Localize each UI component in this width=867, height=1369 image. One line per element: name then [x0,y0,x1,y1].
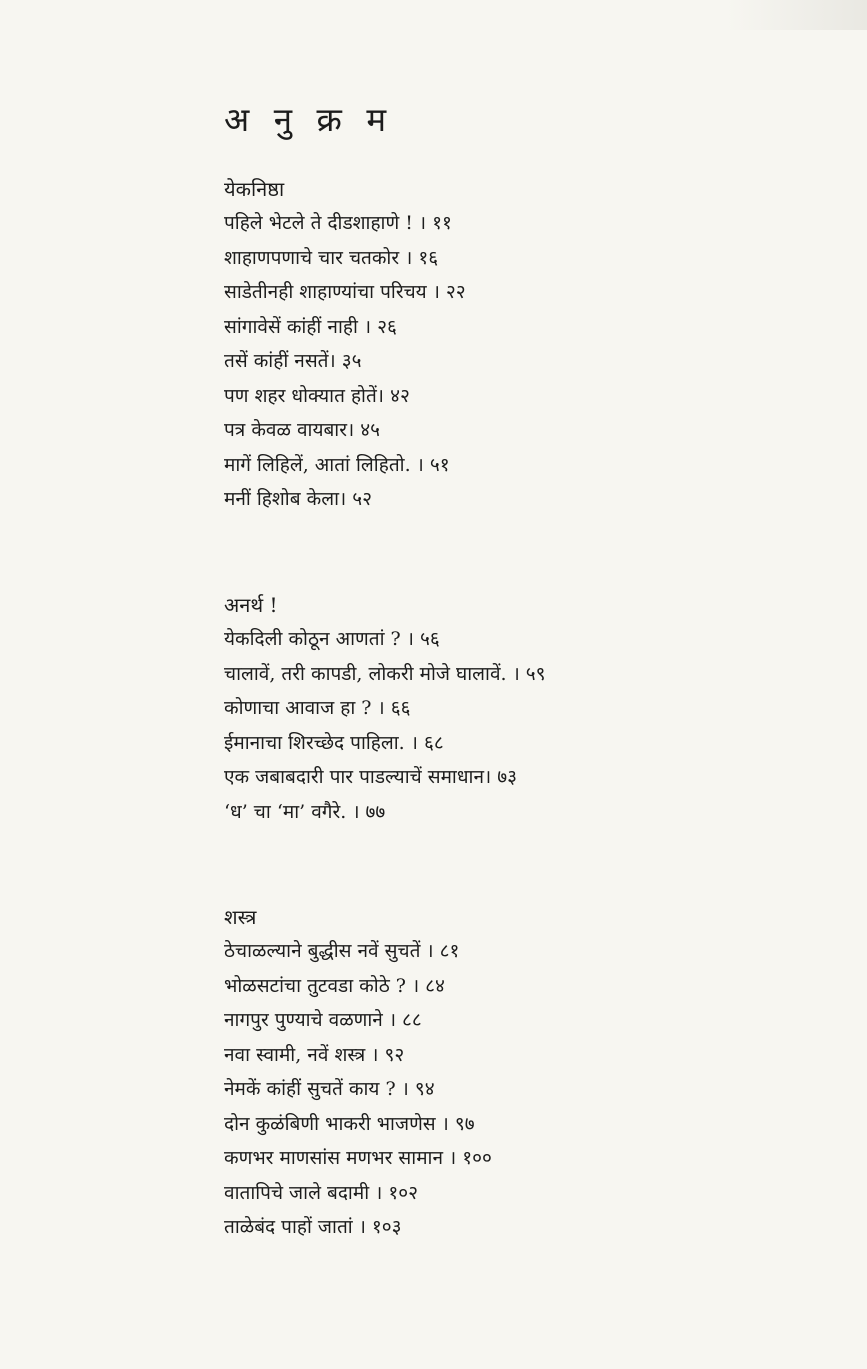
toc-entry [224,275,844,310]
entry-page: ४५ [360,419,381,441]
toc-entry [224,969,844,1004]
toc-entry [224,448,844,483]
toc-entry [224,795,844,830]
toc-entry [224,1176,844,1211]
entry-title: तसें कांहीं नसतें। [224,350,336,372]
toc-entry [224,1003,844,1038]
entry-separator: । [416,453,424,476]
toc-entry [224,657,844,692]
entry-page: ५६ [419,628,440,650]
entry-page: १०० [462,1147,492,1169]
entry-page: ९४ [414,1078,435,1100]
toc-section-1 [224,174,844,517]
toc-entry [224,1141,844,1176]
entry-page: ७७ [365,800,386,823]
toc-entry [224,726,844,761]
entry-page: ६८ [423,731,444,754]
toc-entry [224,241,844,276]
page-edge-shadow [727,0,867,30]
entry-title: चालावें, तरी कापडी, लोकरी मोजे घालावें. [224,662,507,685]
entry-separator: । [371,1043,379,1066]
entry-page: २६ [377,315,397,338]
entry-separator: । [352,800,360,823]
toc-entry [224,206,844,241]
entry-separator: । [358,1216,366,1238]
toc-section-2 [224,590,844,829]
toc-entry [224,379,844,414]
entry-separator: । [418,212,427,234]
entry-page: ११ [432,212,452,234]
entry-page: ६६ [390,697,411,719]
entry-title: साडेतीनही शाहाण्यांचा परिचय [224,281,427,303]
entry-page: ८८ [402,1009,422,1031]
entry-page: ५२ [352,488,373,510]
entry-separator: । [375,1181,383,1204]
entry-title: नागपुर पुण्याचे वळणाने [224,1009,383,1031]
entry-page: ९७ [454,1112,475,1135]
toc-section-3 [224,902,844,1245]
entry-page: ८४ [425,974,445,997]
entry-title: ताळेबंद पाहों जातां [224,1216,353,1238]
entry-title: एक जबाबदारी पार पाडल्याचें समाधान। [224,766,492,788]
section-heading: अनर्थ ! [224,593,278,617]
toc-title: अ नु क्र म [224,100,394,139]
entry-separator: । [401,1078,409,1100]
toc-entry [224,934,844,969]
toc-entry [224,413,844,448]
entry-separator: । [441,1112,449,1135]
toc-entry [224,344,844,379]
entry-page: ५९ [525,662,546,685]
entry-title: कोणाचा आवाज हा ? [224,697,372,719]
entry-title: शाहाणपणाचे चार चतकोर [224,246,400,269]
toc-entry [224,1210,844,1245]
entry-page: ९२ [384,1043,405,1066]
entry-title: नेमकें कांहीं सुचतें काय ? [224,1078,396,1100]
entry-title: मागें लिहिलें, आतां लिहितो. [224,453,411,476]
toc-entry [224,760,844,795]
toc-entry [224,1072,844,1107]
entry-separator: । [512,662,520,685]
toc-entry [224,1107,844,1142]
entry-page: २२ [445,281,466,303]
entry-title: पत्र केवळ वायबार। [224,419,355,441]
entry-title: ईमानाचा शिरच्छेद पाहिला. [224,731,405,754]
entry-page: ५१ [429,453,450,476]
entry-separator: । [426,940,434,962]
entry-page: १०३ [371,1216,402,1238]
entry-separator: । [410,731,418,754]
toc-entry [224,482,844,517]
entry-separator: । [405,246,413,269]
entry-title: ठेचाळल्याने बुद्धीस नवें सुचतें [224,940,421,962]
toc-entry [224,1038,844,1073]
entry-page: १६ [418,246,439,269]
entry-title: भोळसटांचा तुटवडा कोठे ? [224,974,406,997]
section-heading: शस्त्र [224,905,257,929]
section-heading: येकनिष्ठा [224,177,285,201]
entry-title: मनीं हिशोब केला। [224,488,347,510]
toc-entry [224,691,844,726]
entry-separator: । [432,281,440,303]
entry-separator: । [449,1147,457,1169]
entry-separator: । [411,974,420,997]
entry-page: ८१ [439,940,460,962]
entry-title: ‘ध’ चा ‘मा’ वगैरे. [224,800,347,823]
entry-title: दोन कुळंबिणी भाकरी भाजणेस [224,1112,436,1135]
entry-separator: । [363,315,372,338]
entry-separator: । [388,1009,397,1031]
entry-title: सांगावेसें कांहीं नाही [224,315,358,338]
toc-entry [224,310,844,345]
entry-title: वातापिचे जाले बदामी [224,1181,370,1204]
entry-title: कणभर माणसांस मणभर सामान [224,1147,444,1169]
entry-page: ३५ [341,350,362,372]
entry-title: पहिले भेटले ते दीडशाहाणे ! [224,212,413,234]
entry-title: नवा स्वामी, नवें शस्त्र [224,1043,366,1066]
entry-separator: । [406,628,414,650]
entry-page: १०२ [388,1181,418,1204]
entry-page: ४२ [390,384,410,407]
toc-entry [224,622,844,657]
entry-page: ७३ [497,766,518,788]
entry-title: येकदिली कोठून आणतां ? [224,628,401,650]
entry-separator: । [377,697,385,719]
entry-title: पण शहर धोक्यात होतें। [224,384,385,407]
